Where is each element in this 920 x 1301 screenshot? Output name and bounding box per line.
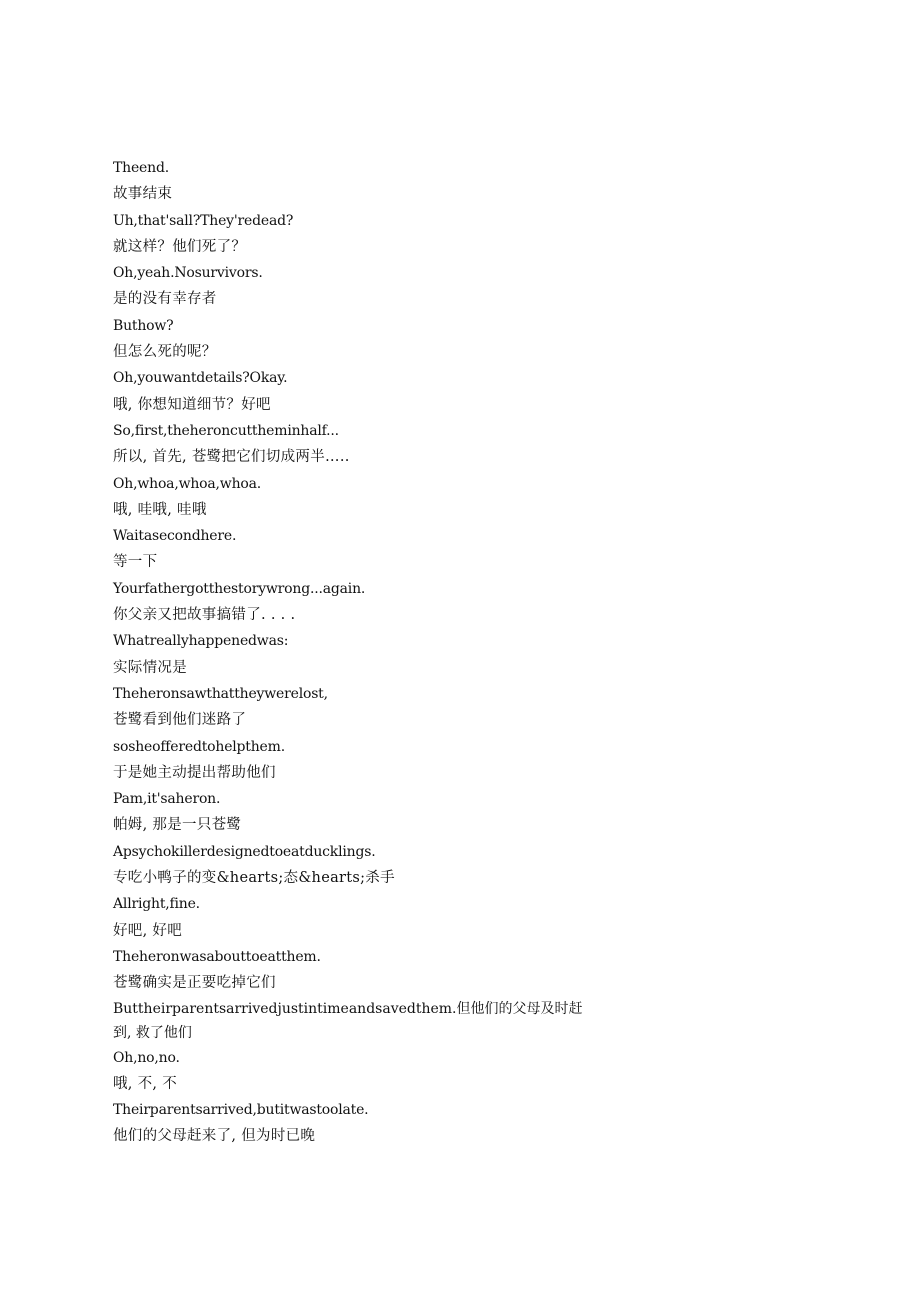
chinese-subtitle-line: 是的没有幸存者	[113, 291, 217, 308]
english-subtitle-line: Apsychokillerdesignedtoeatducklings.	[113, 843, 376, 860]
chinese-subtitle-line: 你父亲又把故事搞错了. . . .	[113, 607, 296, 624]
chinese-subtitle-line: 专吃小鸭子的变&hearts;态&hearts;杀手	[113, 870, 395, 887]
chinese-subtitle-line: 所以, 首先, 苍鹭把它们切成两半…..	[113, 449, 350, 466]
chinese-subtitle-line: 哦, 你想知道细节？好吧	[113, 396, 271, 413]
english-subtitle-line: Buttheirparentsarrivedjustintimeandsavedthem.但他们的父母及时赶到, 救了他们	[113, 1000, 583, 1041]
english-subtitle-line: Theirparentsarrived,butitwastoolate.	[113, 1102, 369, 1119]
english-subtitle-line: Theheronsawthattheywerelost,	[113, 685, 328, 702]
chinese-subtitle-line: 等一下	[113, 554, 158, 571]
english-subtitle-line: So,first,theheroncuttheminhalf...	[113, 422, 339, 439]
chinese-subtitle-line: 帕姆, 那是一只苍鹭	[113, 817, 242, 834]
english-subtitle-line: Allright,fine.	[113, 896, 200, 913]
english-subtitle-line: Theend.	[113, 160, 169, 176]
english-subtitle-line: Oh,whoa,whoa,whoa.	[113, 475, 262, 492]
chinese-subtitle-line: 他们的父母赶来了, 但为时已晚	[113, 1128, 316, 1145]
english-subtitle-line: Oh,youwantdetails?Okay.	[113, 370, 288, 387]
document-page	[113, 155, 593, 1150]
chinese-subtitle-line: 故事结束	[113, 186, 173, 203]
english-subtitle-line: Buthow?	[113, 317, 174, 334]
chinese-subtitle-line: 苍鹭看到他们迷路了	[113, 712, 247, 729]
english-subtitle-line: Whatreallyhappenedwas:	[113, 633, 289, 650]
chinese-subtitle-line: 苍鹭确实是正要吃掉它们	[113, 975, 276, 992]
english-subtitle-line: Oh,no,no.	[113, 1049, 180, 1066]
chinese-subtitle-line: 好吧, 好吧	[113, 922, 183, 939]
english-subtitle-line: sosheofferedtohelpthem.	[113, 738, 285, 755]
english-subtitle-line: Yourfathergotthestorywrong...again.	[113, 580, 366, 597]
chinese-subtitle-line: 实际情况是	[113, 659, 187, 676]
chinese-subtitle-line: 于是她主动提出帮助他们	[113, 764, 276, 781]
english-subtitle-line: Waitasecondhere.	[113, 528, 237, 545]
chinese-subtitle-line: 就这样？他们死了？	[113, 238, 247, 255]
english-subtitle-line: Uh,that'sall?They'redead?	[113, 212, 294, 229]
english-subtitle-line: Oh,yeah.Nosurvivors.	[113, 265, 263, 282]
chinese-subtitle-line: 但怎么死的呢？	[113, 344, 217, 361]
chinese-subtitle-line: 哦, 哇哦, 哇哦	[113, 501, 207, 518]
chinese-subtitle-line: 哦, 不, 不	[113, 1075, 178, 1092]
english-subtitle-line: Theheronwasabouttoeatthem.	[113, 948, 321, 965]
english-subtitle-line: Pam,it'saheron.	[113, 791, 221, 808]
